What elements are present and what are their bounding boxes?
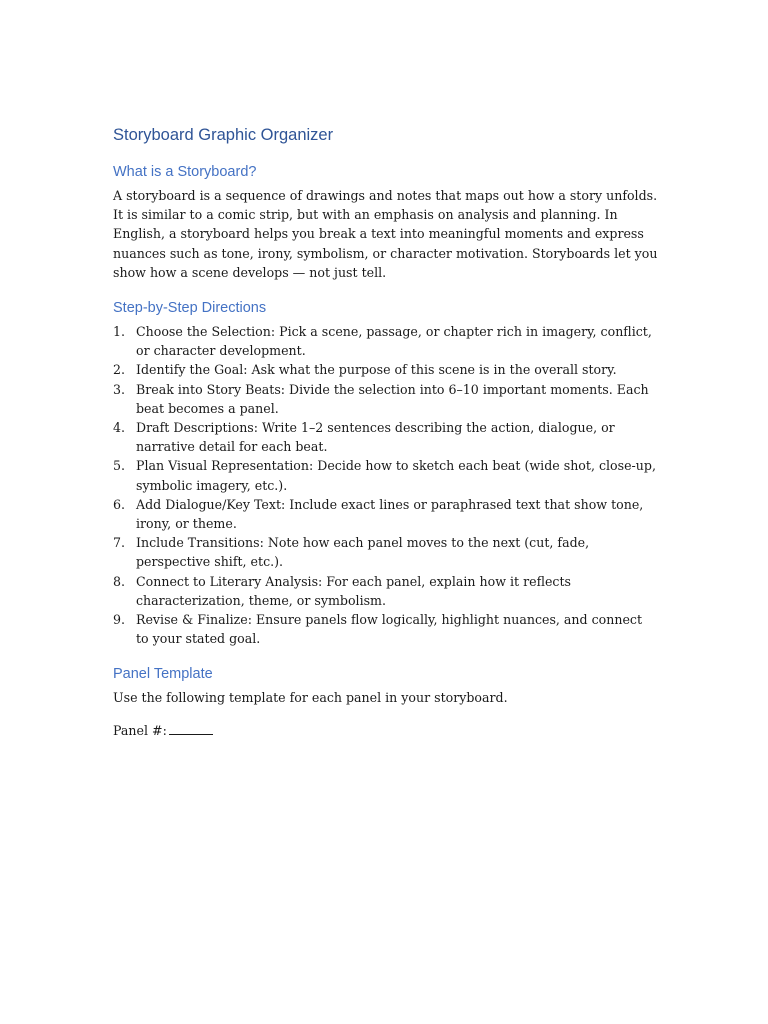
page-title: Storyboard Graphic Organizer: [113, 126, 334, 144]
panel-number-label: Panel #:: [113, 722, 167, 738]
section-heading-panel-template: Panel Template: [113, 666, 213, 683]
list-item-text: Choose the Selection: Pick a scene, passage, or chapter rich in imagery, conflict, or character development.: [136, 324, 652, 359]
list-item: [113, 495, 658, 533]
list-item-number: 7.: [113, 535, 126, 551]
list-item-number: 2.: [113, 362, 126, 378]
list-item-text: Revise & Finalize: Ensure panels flow logically, highlight nuances, and connect to your stated goal.: [136, 612, 643, 647]
list-item-text: Add Dialogue/Key Text: Include exact lines or paraphrased text that show tone, irony, or theme.: [136, 496, 644, 532]
list-item-number: 9.: [113, 612, 126, 628]
list-item: [113, 322, 658, 360]
panel-template-paragraph: Use the following template for each panel in your storyboard.: [113, 690, 508, 706]
list-item: [113, 418, 658, 456]
list-item-text: Plan Visual Representation: Decide how to sketch each beat (wide shot, close-up, symbolic imagery, etc.).: [136, 458, 656, 493]
list-item-text: Draft Descriptions: Write 1–2 sentences describing the action, dialogue, or narrative detail for each beat.: [136, 420, 615, 455]
list-item-number: 5.: [113, 458, 126, 474]
directions-list: [113, 322, 658, 648]
document-page: [113, 124, 658, 740]
list-item: [113, 572, 658, 610]
list-item-number: 6.: [113, 496, 126, 512]
list-item-text: Include Transitions: Note how each panel moves to the next (cut, fade, perspective shift, etc.).: [136, 535, 590, 570]
list-item-number: 3.: [113, 381, 126, 397]
list-item: [113, 533, 658, 571]
list-item-number: 1.: [113, 324, 126, 340]
section-heading-directions: Step-by-Step Directions: [113, 300, 267, 317]
panel-number-line: [113, 721, 658, 740]
intro-paragraph: A storyboard is a sequence of drawings and notes that maps out how a story unfolds. It is similar to a comic strip, but with an emphasis on analysis and planning. In English, a storyboard helps you break a text into meaningful moments and express nuances such as tone, irony, symbolism, or character motivation. Storyboards let you show how a scene develops — not just tell.: [113, 188, 658, 280]
list-item: [113, 456, 658, 494]
list-item-number: 4.: [113, 420, 126, 436]
list-item-number: 8.: [113, 573, 126, 589]
list-item-text: Identify the Goal: Ask what the purpose of this scene is in the overall story.: [136, 362, 617, 378]
list-item-text: Break into Story Beats: Divide the selection into 6–10 important moments. Each beat becomes a panel.: [136, 381, 649, 416]
list-item: [113, 360, 658, 379]
list-item: [113, 610, 658, 648]
list-item-text: Connect to Literary Analysis: For each panel, explain how it reflects characterization, theme, or symbolism.: [136, 573, 572, 608]
panel-number-blank[interactable]: [169, 723, 213, 735]
section-heading-what-is: What is a Storyboard?: [113, 164, 257, 180]
list-item: [113, 380, 658, 418]
